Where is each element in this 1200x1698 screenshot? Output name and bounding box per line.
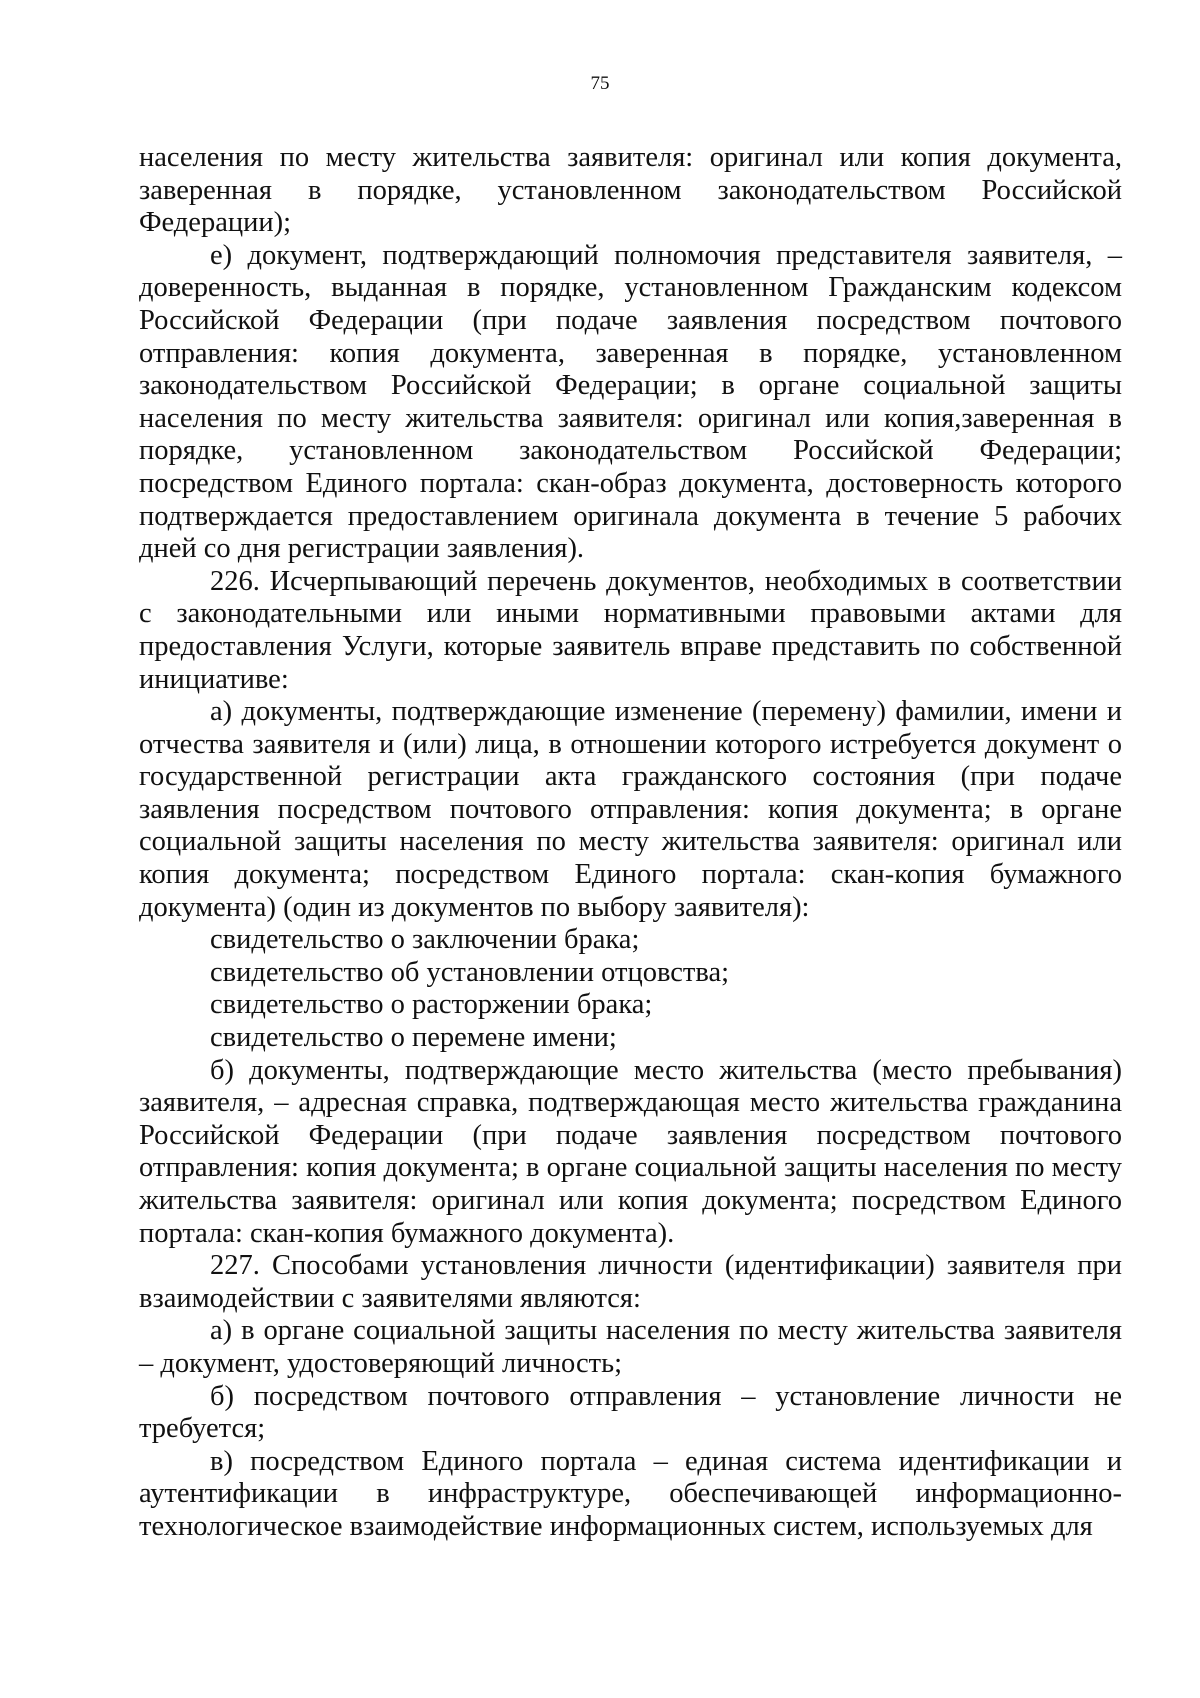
paragraph-227-item-a: а) в органе социальной защиты населения по месту жительства заявителя – документ, удостоверяющий личность; bbox=[139, 1315, 1122, 1379]
paragraph-227-item-b: б) посредством почтового отправления – установление личности не требуется; bbox=[139, 1380, 1122, 1445]
list-item-paternity-certificate: свидетельство об установлении отцовства; bbox=[210, 956, 730, 988]
paragraph-227: 227. Способами установления личности (идентификации) заявителя при взаимодействии с заявителями являются: bbox=[139, 1250, 1122, 1314]
paragraph-226-item-a: а) документы, подтверждающие изменение (перемену) фамилии, имени и отчества заявителя и (или) лица, в отношении которого истребуется документ о государственной регистрации акта гражданского состояния (при подаче заявления посредством почтового отправления: копия документа; в органе социальной защиты населения по месту жительства заявителя: оригинал или копия документа; посредством Единого портала: скан-копия бумажного документа) (один из документов по выбору заявителя): bbox=[139, 696, 1122, 923]
page-number: 75 bbox=[590, 73, 610, 94]
paragraph-226-item-b: б) документы, подтверждающие место жительства (место пребывания) заявителя, – адресная справка, подтверждающая место жительства гражданина Российской Федерации (при подаче заявления посредством почтового отправления: копия документа; в органе социальной защиты населения по месту жительства заявителя: оригинал или копия документа; посредством Единого портала: скан-копия бумажного документа). bbox=[139, 1054, 1122, 1249]
paragraph-227-item-v: в) посредством Единого портала – единая система идентификации и аутентификации в инфраструктуре, обеспечивающей информационно-технологическое взаимодействие информационных систем, используемых для bbox=[139, 1445, 1122, 1542]
list-item-divorce-certificate: свидетельство о расторжении брака; bbox=[210, 989, 653, 1021]
list-item-name-change-certificate: свидетельство о перемене имени; bbox=[210, 1022, 617, 1054]
paragraph-item-e-power-of-attorney: е) документ, подтверждающий полномочия представителя заявителя, – доверенность, выданная в порядке, установленном Гражданским кодексом Российской Федерации (при подаче заявления посредством почтового отправления: копия документа, заверенная в порядке, установленном законодательством Российской Федерации; в органе социальной защиты населения по месту жительства заявителя: оригинал или копия,заверенная в порядке, установленном законодательством Российской Федерации; посредством Единого портала: скан-образ документа, достоверность которого подтверждается предоставлением оригинала документа в течение 5 рабочих дней со дня регистрации заявления). bbox=[139, 239, 1122, 565]
list-item-marriage-certificate: свидетельство о заключении брака; bbox=[210, 924, 640, 956]
document-body bbox=[139, 142, 1122, 1544]
paragraph-continuation: населения по месту жительства заявителя: оригинал или копия документа, заверенная в порядке, установленном законодательством Российской Федерации); bbox=[139, 142, 1122, 239]
paragraph-226: 226. Исчерпывающий перечень документов, необходимых в соответствии с законодательными или иными нормативными правовыми актами для предоставления Услуги, которые заявитель вправе представить по собственной инициативе: bbox=[139, 565, 1122, 695]
